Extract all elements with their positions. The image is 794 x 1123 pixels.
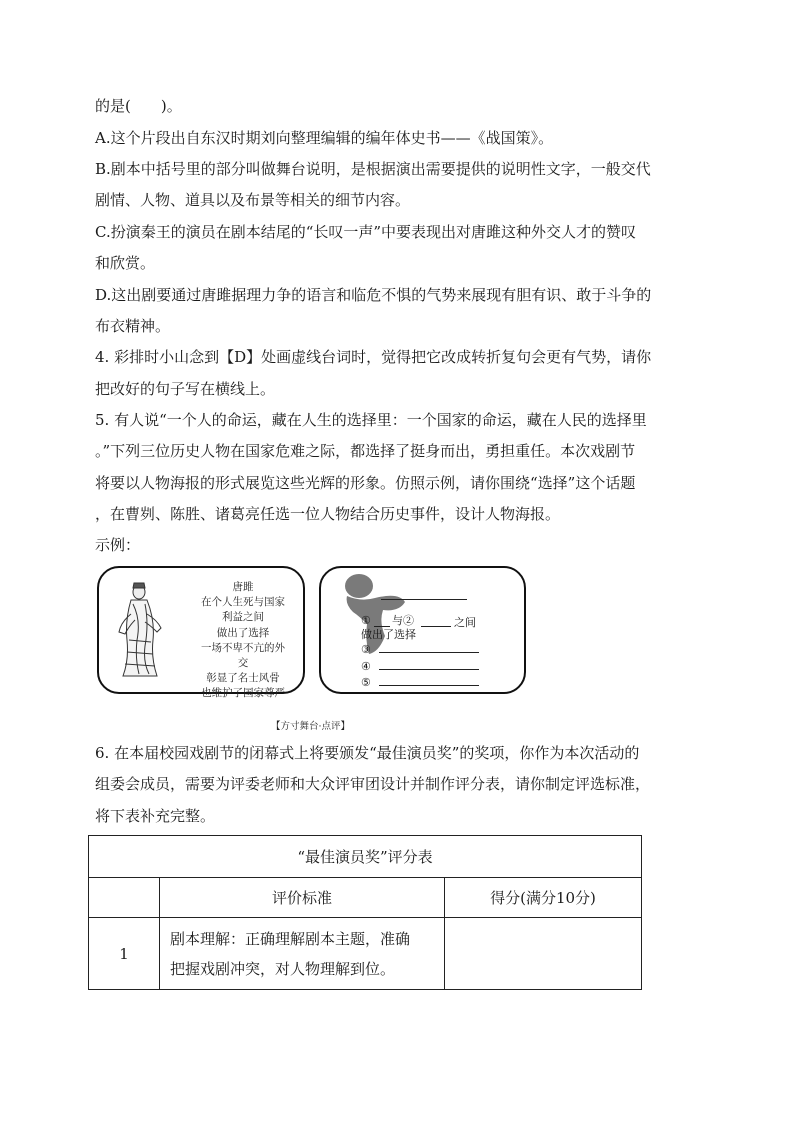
- item-5-marker: ⑤: [361, 676, 371, 689]
- option-d-line-1: D.这出剧要通过唐雎据理力争的语言和临危不惧的气势来展现有胆有识、敢于斗争的: [95, 286, 652, 304]
- option-c-line-1: C.扮演秦王的演员在剧本结尾的“长叹一声”中要表现出对唐雎这种外交人才的赞叹: [95, 223, 637, 241]
- option-c-line-2: 和欣赏。: [95, 254, 156, 272]
- question-5-line-1: 5. 有人说“一个人的命运，藏在人生的选择里：一个国家的命运，藏在人民的选择里: [95, 411, 647, 429]
- text-line-option-stem: 的是( )。: [95, 97, 182, 115]
- row-1-number: 1: [89, 918, 160, 990]
- option-b-line-2: 剧情、人物、道具以及布景等相关的细节内容。: [95, 191, 411, 209]
- item-1-end: 之间: [454, 616, 476, 629]
- blank-line-1: [374, 626, 390, 627]
- header-criteria: 评价标准: [160, 878, 445, 918]
- poster-name: 唐雎: [232, 581, 254, 593]
- item-1-marker: ①: [361, 614, 371, 627]
- option-a: A.这个片段出自东汉时期刘向整理编辑的编年体史书——《战国策》。: [95, 129, 554, 147]
- row-1-criteria: [160, 918, 445, 990]
- poster-title-line: [381, 599, 467, 600]
- blank-line-4: [379, 669, 479, 670]
- question-4-line-1: 4. 彩排时小山念到【D】处画虚线台词时，觉得把它改成转折复句会更有气势，请你: [95, 348, 652, 366]
- blank-line-5: [379, 685, 479, 686]
- poster-line: 交: [237, 657, 249, 670]
- blank-line-3: [379, 652, 479, 653]
- score-table: [88, 835, 642, 990]
- question-5-line-2: 。”下列三位历史人物在国家危难之际，都选择了挺身而出，勇担重任。本次戏剧节: [95, 442, 636, 460]
- row-1-criteria-line-1: 剧本理解：正确理解剧本主题，准确: [170, 929, 411, 948]
- scholar-figure-illustration: [111, 580, 181, 680]
- example-poster: [97, 566, 305, 700]
- poster-line: 一场不卑不亢的外: [201, 641, 285, 654]
- poster-caption: 【方寸舞台·点评】: [271, 721, 351, 732]
- option-d-line-2: 布衣精神。: [95, 317, 171, 335]
- example-poster-text: [183, 580, 303, 702]
- poster-line: 彰显了名士风骨: [206, 672, 280, 685]
- question-4-line-2: 把改好的句子写在横线上。: [95, 380, 276, 398]
- poster-line: 在个人生死与国家: [201, 596, 285, 609]
- item-3-marker: ③: [361, 643, 371, 656]
- question-6-line-2: 组委会成员，需要为评委老师和大众评审团设计并制作评分表，请你制定评选标准，: [95, 775, 651, 793]
- option-b-line-1: B.剧本中括号里的部分叫做舞台说明，是根据演出需要提供的说明性文字，一般交代: [95, 160, 651, 178]
- poster-line: 做出了选择: [216, 626, 270, 639]
- question-5-line-4: ，在曹刿、陈胜、诸葛亮任选一位人物结合历史事件，设计人物海报。: [95, 505, 561, 523]
- header-number-cell: [89, 878, 160, 918]
- poster-line: 利益之间: [222, 611, 264, 624]
- blank-poster-template: [319, 566, 526, 694]
- header-score: 得分(满分10分): [445, 878, 642, 918]
- question-5-line-3: 将要以人物海报的形式展览这些光辉的形象。仿照示例，请你围绕“选择”这个话题: [95, 474, 636, 492]
- row-1-score-input[interactable]: [445, 918, 642, 990]
- item-4-marker: ④: [361, 660, 371, 673]
- blank-line-2: [421, 626, 451, 627]
- example-label: 示例：: [95, 536, 141, 554]
- item-1-mid: 与②: [392, 614, 414, 627]
- table-title: “最佳演员奖”评分表: [89, 836, 642, 878]
- poster-line: 也维护了国家尊严: [201, 687, 285, 700]
- question-6-line-1: 6. 在本届校园戏剧节的闭幕式上将要颁发“最佳演员奖”的奖项，你作为本次活动的: [95, 744, 640, 762]
- row-1-criteria-line-2: 把握戏剧冲突，对人物理解到位。: [170, 959, 396, 978]
- question-6-line-3: 将下表补充完整。: [95, 807, 216, 825]
- item-1-sub: 做出了选择: [361, 628, 416, 641]
